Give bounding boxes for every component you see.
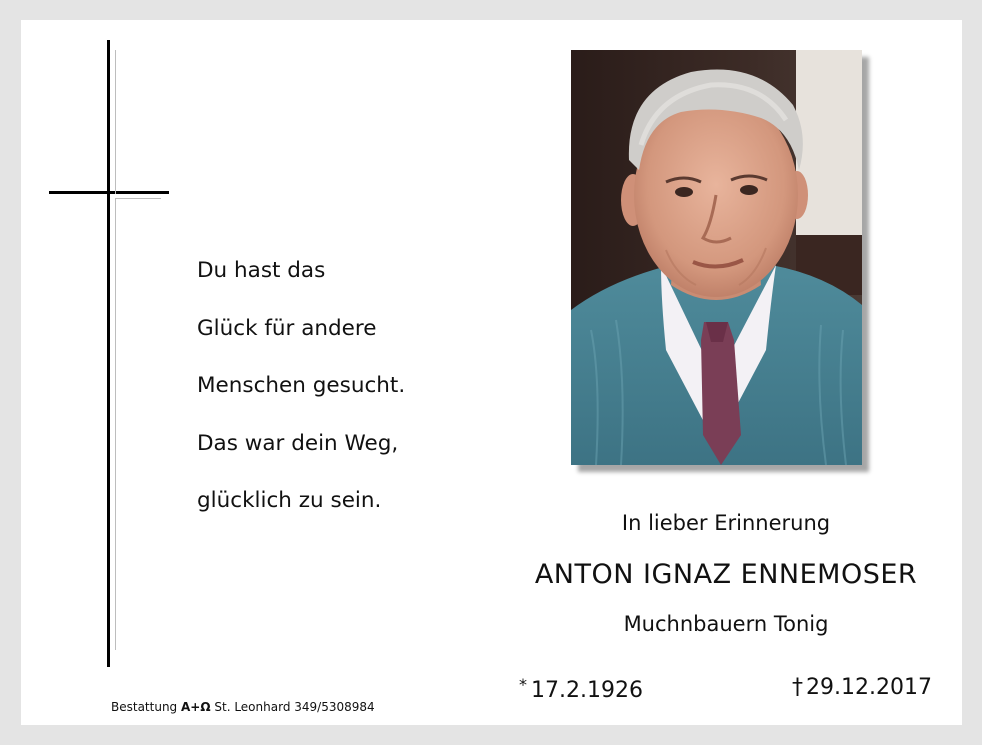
verse-line: Das war dein Weg, — [197, 430, 399, 456]
death-date-value: 29.12.2017 — [806, 675, 932, 700]
deceased-name: ANTON IGNAZ ENNEMOSER — [534, 559, 918, 590]
verse-line: Du hast das — [197, 258, 326, 283]
portrait-photo — [571, 50, 862, 465]
death-date — [792, 675, 932, 700]
remembrance-heading: In lieber Erinnerung — [621, 511, 831, 535]
obituary-card — [21, 20, 962, 725]
cross-shadow-line — [115, 198, 161, 199]
birth-star-icon: * — [519, 675, 527, 694]
cross-shadow-line — [115, 198, 116, 650]
cross-shadow-line — [115, 50, 116, 194]
birth-date-value: 17.2.1926 — [531, 678, 643, 703]
birth-date — [519, 675, 643, 703]
footer-prefix: Bestattung — [111, 700, 178, 714]
portrait-illustration — [571, 50, 862, 465]
verse-line: Menschen gesucht. — [197, 373, 406, 398]
verse-line: glücklich zu sein. — [197, 488, 382, 513]
cross-horizontal-bar — [49, 191, 169, 194]
memorial-verse — [197, 242, 405, 530]
cross-vertical-bar — [107, 40, 110, 667]
deceased-nickname: Muchnbauern Tonig — [623, 612, 829, 636]
verse-line: Glück für andere — [197, 315, 377, 341]
funeral-home-brand: A+Ω — [181, 700, 211, 714]
funeral-home-footer — [111, 700, 375, 714]
footer-contact: St. Leonhard 349/5308984 — [214, 700, 375, 714]
death-cross-icon: † — [792, 675, 804, 700]
